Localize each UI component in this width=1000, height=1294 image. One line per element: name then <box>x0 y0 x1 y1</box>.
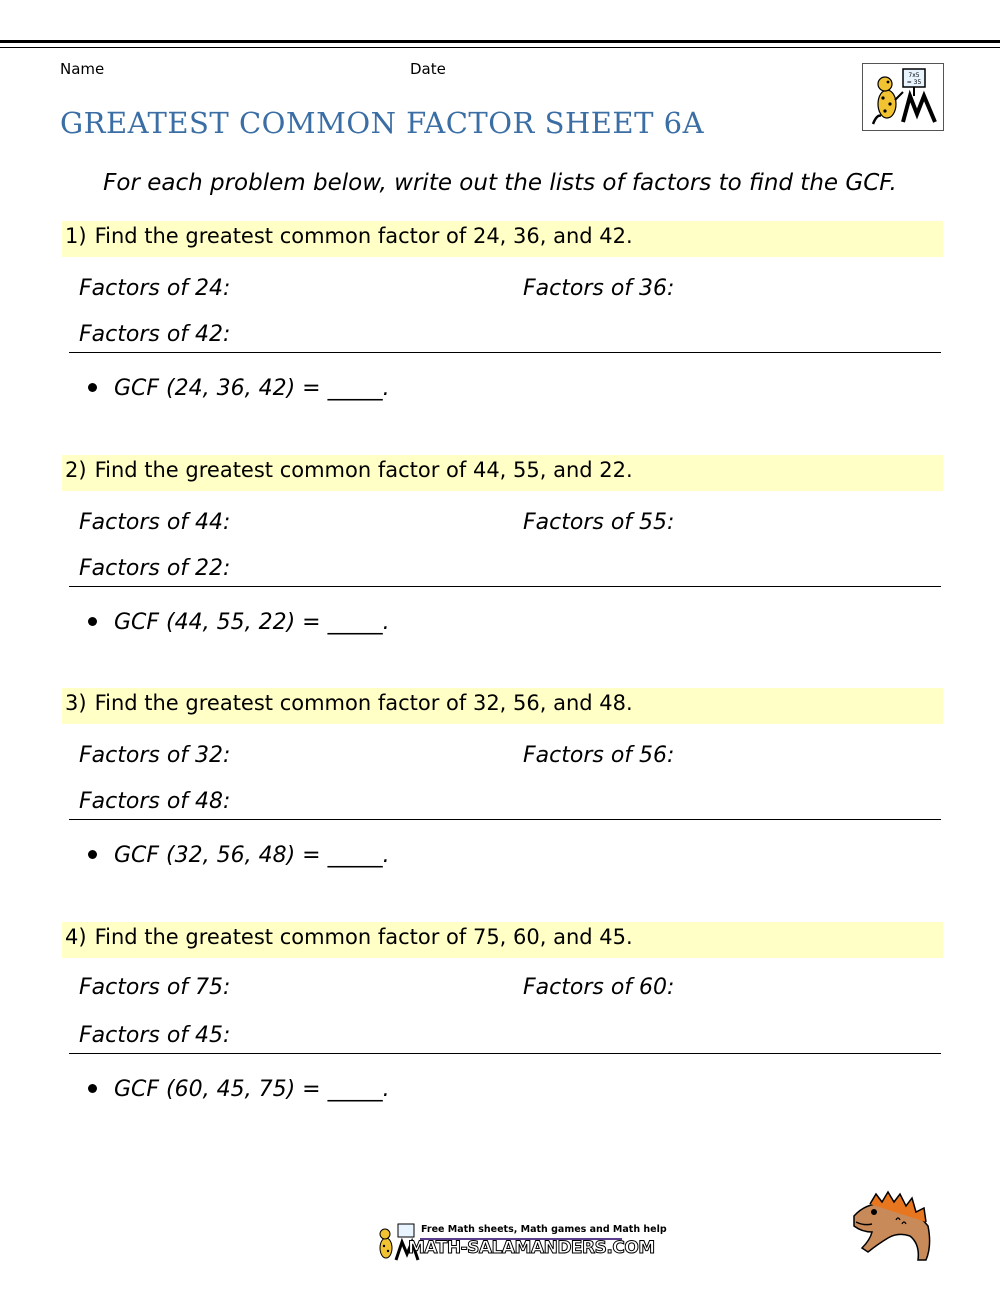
factors-label-a: Factors of 75: <box>79 975 231 1000</box>
question-text <box>65 691 633 715</box>
divider <box>69 586 941 587</box>
question-bar <box>62 455 943 491</box>
question-bar <box>62 221 943 257</box>
question-label: Find the greatest common factor of 75, 60, and 45. <box>94 925 633 949</box>
salamander-teacher-icon <box>863 64 943 130</box>
question-number: 4) <box>65 925 87 949</box>
problem-2 <box>0 455 1000 655</box>
gcf-answer: GCF (60, 45, 75) = _____. <box>114 1077 390 1102</box>
factors-label-a: Factors of 24: <box>79 276 231 301</box>
question-bar <box>62 688 943 724</box>
gcf-answer: GCF (44, 55, 22) = _____. <box>114 610 390 635</box>
math-salamanders-logo <box>862 63 944 131</box>
footer-tagline: Free Math sheets, Math games and Math help <box>421 1224 667 1235</box>
factors-label-c: Factors of 45: <box>79 1023 231 1048</box>
page-title: GREATEST COMMON FACTOR SHEET 6A <box>60 106 705 140</box>
bullet-icon <box>88 1084 97 1093</box>
factors-label-c: Factors of 22: <box>79 556 231 581</box>
gcf-row <box>88 1077 390 1102</box>
divider <box>69 819 941 820</box>
question-text <box>65 224 633 248</box>
salamander-illustration-icon <box>848 1186 934 1264</box>
factors-label-b: Factors of 55: <box>523 510 675 535</box>
date-label: Date <box>410 60 446 78</box>
question-label: Find the greatest common factor of 44, 55, and 22. <box>94 458 633 482</box>
factors-label-a: Factors of 32: <box>79 743 231 768</box>
bullet-icon <box>88 850 97 859</box>
gcf-answer: GCF (24, 36, 42) = _____. <box>114 376 390 401</box>
gcf-row <box>88 376 390 401</box>
logo-board-line1: 7x5 <box>908 72 920 79</box>
question-number: 1) <box>65 224 87 248</box>
name-label: Name <box>60 60 105 78</box>
question-text <box>65 458 633 482</box>
factors-label-c: Factors of 48: <box>79 789 231 814</box>
factors-label-b: Factors of 36: <box>523 276 675 301</box>
bullet-icon <box>88 617 97 626</box>
instructions: For each problem below, write out the lists of factors to find the GCF. <box>103 170 897 196</box>
gcf-answer: GCF (32, 56, 48) = _____. <box>114 843 390 868</box>
top-rule-thin <box>0 47 1000 48</box>
divider <box>69 1053 941 1054</box>
logo-board-line2: = 35 <box>906 79 922 86</box>
gcf-row <box>88 843 390 868</box>
factors-label-b: Factors of 60: <box>523 975 675 1000</box>
question-number: 3) <box>65 691 87 715</box>
divider <box>69 352 941 353</box>
bullet-icon <box>88 383 97 392</box>
top-rule-thick <box>0 40 1000 43</box>
question-text <box>65 925 633 949</box>
question-number: 2) <box>65 458 87 482</box>
factors-label-c: Factors of 42: <box>79 322 231 347</box>
question-label: Find the greatest common factor of 32, 56, and 48. <box>94 691 633 715</box>
factors-label-a: Factors of 44: <box>79 510 231 535</box>
gcf-row <box>88 610 390 635</box>
question-label: Find the greatest common factor of 24, 36, and 42. <box>94 224 633 248</box>
problem-3 <box>0 688 1000 888</box>
footer-site-name: MATH-SALAMANDERS.COM <box>408 1238 655 1258</box>
question-bar <box>62 922 943 958</box>
problem-1 <box>0 221 1000 421</box>
problem-4 <box>0 922 1000 1122</box>
factors-label-b: Factors of 56: <box>523 743 675 768</box>
